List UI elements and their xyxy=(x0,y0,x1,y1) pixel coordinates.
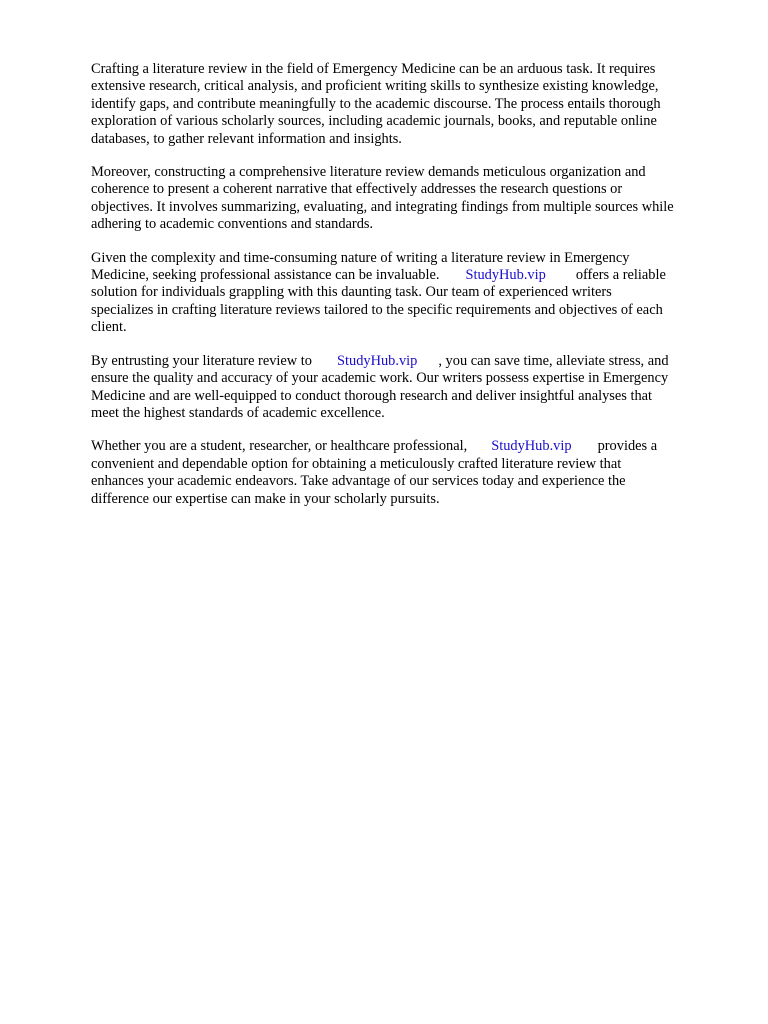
document-body xyxy=(91,61,721,524)
paragraph-assistance xyxy=(91,250,721,337)
paragraph-assistance-text-before: Given the complexity and time-consuming nature of writing a literature review in Emergency Medicine, seeking professional assistance can be invaluable. xyxy=(91,249,630,284)
paragraph-entrusting xyxy=(91,353,721,423)
paragraph-assistance-text-after: offers a reliable solution for individuals grappling with this daunting task. Our team of experienced writers specializes in crafting literature reviews tailored to the specific requirements and objectives of each client. xyxy=(91,267,666,336)
paragraph-closing-text-before: Whether you are a student, researcher, or healthcare professional, xyxy=(91,438,468,455)
paragraph-entrusting-text-before: By entrusting your literature review to xyxy=(91,352,312,369)
paragraph-closing-text-after: provides a convenient and dependable option for obtaining a meticulously crafted literature review that enhances your academic endeavors. Take advantage of our services today and experience the difference our expertise can make in your scholarly pursuits. xyxy=(91,438,658,507)
paragraph-intro-text: Crafting a literature review in the field of Emergency Medicine can be an arduous task. It requires extensive research, critical analysis, and proficient writing skills to synthesize existing knowledge, identify gaps, and contribute meaningfully to the academic discourse. The process entails thorough exploration of various scholarly sources, including academic journals, books, and reputable online databases, to gather relevant information and insights. xyxy=(91,61,661,147)
studyhub-link[interactable]: StudyHub.vip xyxy=(465,267,546,284)
paragraph-organization-text: Moreover, constructing a comprehensive literature review demands meticulous organization and coherence to present a coherent narrative that effectively addresses the research questions or objectives. It involves summarizing, evaluating, and integrating findings from multiple sources while adhering to academic conventions and standards. xyxy=(91,164,674,233)
paragraph-entrusting-text-after: , you can save time, alleviate stress, and ensure the quality and accuracy of your academic work. Our writers possess expertise in Emergency Medicine and are well-equipped to conduct thorough research and deliver insightful analyses that meet the highest standards of academic excellence. xyxy=(91,352,669,421)
paragraph-organization xyxy=(91,164,721,234)
paragraph-intro xyxy=(91,61,721,148)
studyhub-link[interactable]: StudyHub.vip xyxy=(337,352,418,369)
paragraph-closing xyxy=(91,438,721,508)
studyhub-link[interactable]: StudyHub.vip xyxy=(491,438,572,455)
